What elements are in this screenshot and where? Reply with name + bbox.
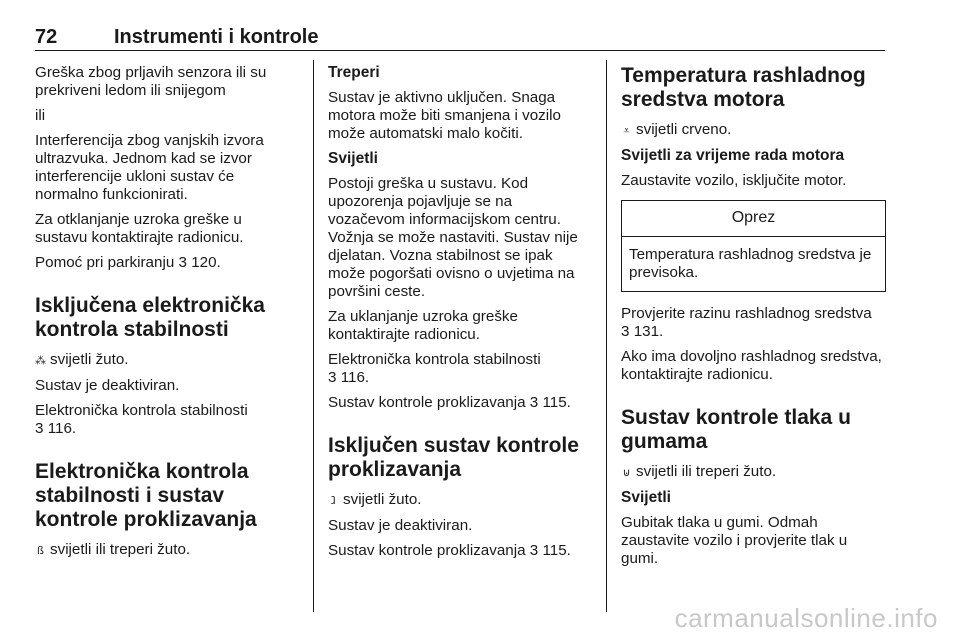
caution-title: Oprez — [622, 201, 885, 237]
column-divider-2 — [606, 60, 607, 612]
coolant-temperature-icon: ⩡ — [623, 125, 630, 137]
cross-reference: Pomoć pri parkiranju 3 120. — [35, 254, 221, 271]
paragraph: ß svijetli ili treperi žuto. — [35, 541, 297, 560]
paragraph: Za uklanjanje uzroka greške kontaktirajte radionicu. — [328, 308, 518, 343]
subheading-lights: Svijetli — [328, 150, 378, 167]
subheading-engine-running: Svijetli za vrijeme rada motora — [621, 147, 845, 164]
cross-reference: Elektronička kontrola stabilnosti 3 116. — [328, 351, 541, 386]
esc-off-warning-icon: ⁂ — [35, 355, 46, 367]
paragraph: Ako ima dovoljno rashladnog sredstva, kontaktirajte radionicu. — [621, 348, 882, 383]
paragraph: Zaustavite vozilo, isključite motor. — [621, 172, 847, 189]
paragraph: Sustav je deaktiviran. — [328, 517, 473, 534]
page-ref[interactable]: 115. — [542, 394, 571, 411]
paragraph: ili — [35, 107, 46, 124]
paragraph: Za otklanjanje uzroka greške u sustavu kontaktirajte radionicu. — [35, 211, 244, 246]
paragraph: Sustav je aktivno uključen. Snaga motora može biti smanjena i vozilo može automatski malo kočiti. — [328, 89, 561, 142]
paragraph: Interferencija zbog vanjskih izvora ultrazvuka. Jednom kad se izvor interferencije ukloni sustav će normalno funkcionirati. — [35, 132, 264, 203]
header-rule — [35, 50, 885, 51]
caution-box — [621, 200, 886, 292]
paragraph: Greška zbog prljavih senzora ili su prekriveni ledom ili snijegom — [35, 64, 267, 99]
traction-control-off-icon: ⱹ — [331, 495, 336, 507]
column-1 — [35, 64, 297, 567]
paragraph: Postoji greška u sustavu. Kod upozorenja pojavljuje se na vozačevom informacijskom centru. Vožnja se može nastaviti. Sustav nije djelatan. Vozna stabilnost se ipak može pogoršati ovisno o uvjetima na površini ceste. — [328, 175, 578, 300]
page-ref[interactable]: 115. — [542, 542, 571, 559]
arrow-icon: 3 — [35, 420, 44, 437]
page-ref[interactable]: 116. — [47, 420, 77, 437]
cross-reference: Sustav kontrole proklizavanja 3 115. — [328, 542, 571, 559]
paragraph: ⱹ svijetli žuto. — [328, 491, 593, 510]
running-title: Instrumenti i kontrole — [114, 26, 319, 48]
arrow-icon: 3 — [529, 394, 539, 411]
paragraph: ⊍ svijetli ili treperi žuto. — [622, 463, 777, 480]
paragraph: ⁂ svijetli žuto. — [35, 351, 129, 368]
tire-pressure-icon: ⊍ — [622, 467, 631, 479]
subheading-lights: Svijetli — [621, 489, 671, 506]
section-heading-tpms: Sustav kontrole tlaka u gumama — [621, 406, 851, 453]
column-3 — [621, 64, 886, 575]
page-ref[interactable]: 116. — [340, 369, 370, 386]
cross-reference: Elektronička kontrola stabilnosti 3 116. — [35, 402, 248, 437]
arrow-icon: 3 — [621, 323, 630, 340]
cross-reference: Sustav kontrole proklizavanja 3 115. — [328, 394, 571, 411]
arrow-icon: 3 — [178, 254, 187, 271]
caution-text: Temperatura rashladnog sredstva je previsoka. — [629, 246, 872, 281]
arrow-icon: 3 — [529, 542, 539, 559]
paragraph: Gubitak tlaka u gumi. Odmah zaustavite vozilo i provjerite tlak u gumi. — [621, 514, 848, 567]
column-divider-1 — [313, 60, 314, 612]
section-heading-esc-off: Isključena elektronička kontrola stabilnosti — [35, 294, 265, 341]
page-ref[interactable]: 131. — [633, 323, 664, 340]
page-ref[interactable]: 120. — [191, 254, 221, 271]
paragraph: ⩡ svijetli crveno. — [621, 121, 886, 140]
subheading-flashing: Treperi — [328, 64, 380, 81]
column-2 — [328, 64, 593, 567]
esc-warning-icon: ß — [37, 545, 44, 557]
paragraph: Sustav je deaktiviran. — [35, 377, 180, 394]
watermark: carmanualsonline.info — [674, 603, 938, 633]
arrow-icon: 3 — [328, 369, 337, 386]
section-heading-coolant: Temperatura rashladnog sredstva motora — [621, 64, 866, 111]
page-number: 72 — [35, 26, 58, 48]
page-header — [35, 26, 885, 48]
section-heading-tc-off: Isključen sustav kontrole proklizavanja — [328, 434, 579, 481]
cross-reference: Provjerite razinu rashladnog sredstva 3 131. — [621, 305, 872, 340]
section-heading-esc-tc: Elektronička kontrola stabilnosti i sustav kontrole proklizavanja — [35, 460, 257, 531]
